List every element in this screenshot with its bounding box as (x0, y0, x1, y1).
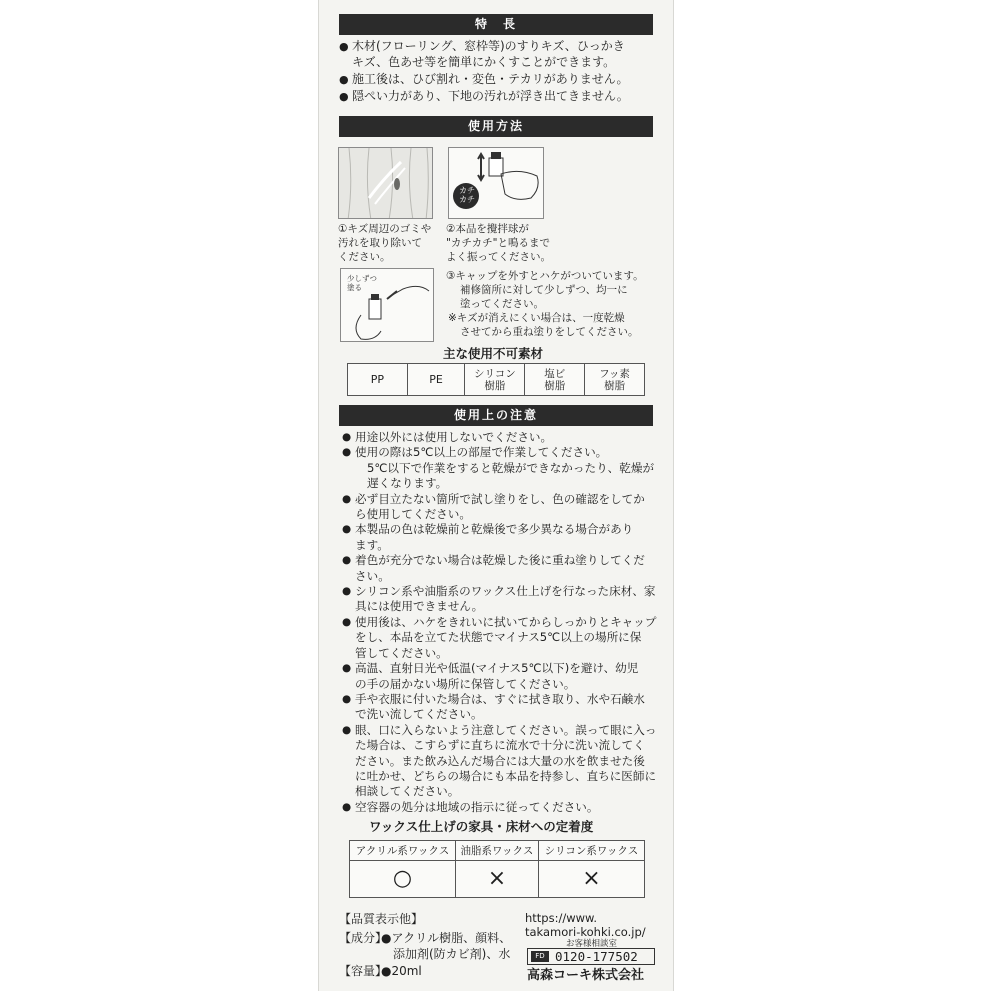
kachi-label: カチ カチ (459, 186, 475, 204)
caution-line: の手の届かない場所に保管してください。 (355, 676, 576, 691)
caution-item (342, 691, 655, 723)
caution-item (342, 722, 657, 800)
caution-line: 手や衣服に付いた場合は、すぐに拭き取り、水や石鹸水 (355, 691, 645, 706)
support-label: お客様相談室 (566, 939, 618, 949)
shake-bottle-illustration (448, 147, 544, 219)
quality-title: 【品質表示他】 (339, 912, 424, 926)
features-header: 特 長 (339, 14, 653, 35)
usage-header: 使用方法 (339, 116, 653, 137)
materials-table (347, 363, 645, 396)
caution-line: 必ず目立たない箇所で試し塗りをし、色の確認をしてか (355, 491, 645, 506)
adhesion-value: × (538, 861, 644, 898)
adhesion-table (349, 840, 645, 898)
bullet-icon: ● (342, 585, 352, 598)
caution-item (342, 445, 655, 491)
caution-line: シリコン系や油脂系のワックス仕上げを行なった床材、家 (355, 584, 656, 599)
feature-item: ● 隠ぺい力があり、下地の汚れが浮き出てきません。 (339, 89, 629, 103)
cautions-header: 使用上の注意 (339, 405, 653, 426)
bullet-icon: ● (342, 662, 352, 675)
composition-line: 添加剤(防カビ剤)、水 (393, 947, 511, 961)
caution-line: 高温、直射日光や低温(マイナス5℃以下)を避け、幼児 (355, 661, 639, 676)
material-cell: フッ素 樹脂 (585, 364, 645, 396)
bullet-icon: ● (342, 692, 352, 705)
bullet-icon: ● (342, 554, 352, 567)
composition-label: 【成分】 (339, 931, 388, 945)
freedial-icon: FD (531, 951, 549, 962)
caution-line: ださい。また飲み込んだ場合には大量の水を飲ませた後 (355, 753, 645, 768)
caution-line: ら使用してください。 (355, 507, 471, 522)
caution-list (342, 430, 657, 815)
material-cell: PP (348, 364, 408, 396)
material-cell: シリコン 樹脂 (465, 364, 525, 396)
caution-line: 用途以外には使用しないでください。 (355, 430, 553, 444)
caution-line: 本製品の色は乾燥前と乾燥後で多少異なる場合があり (355, 522, 634, 537)
feature-item-cont: キズ、色あせ等を簡単にかくすことができます。 (352, 55, 616, 69)
wood-grain-icon (339, 148, 433, 219)
bullet-icon: ● (342, 800, 352, 813)
caution-item (342, 553, 655, 584)
bullet-icon: ● (339, 90, 349, 103)
step3-label: 少しずつ 塗る (347, 274, 377, 292)
wood-scratch-illustration (338, 147, 433, 219)
caution-line: 相談してください。 (355, 784, 460, 799)
caution-item (342, 491, 655, 523)
adhesion-header: シリコン系ワックス (538, 841, 644, 861)
caution-item (342, 614, 657, 661)
bullet-icon: ● (339, 40, 349, 53)
caution-line: 着色が充分でない場合は乾燥した後に重ね塗りしてくだ (355, 553, 645, 568)
caution-line: 具には使用できません。 (355, 599, 484, 614)
caution-line: をし、本品を立てた状態でマイナス5℃以上の場所に保 (355, 630, 642, 645)
phone-number: 0120-177502 (555, 949, 638, 964)
caution-item (342, 522, 655, 553)
caution-item (342, 799, 655, 815)
step3-text: ③キャップを外すとハケがついています。 補修箇所に対して少しずつ、均一に 塗ってください。 ※キズが消えにくい場合は、一度乾燥 させてから重ね塗りをしてください。 (446, 270, 644, 338)
company-name: 高森コーキ株式会社 (527, 968, 645, 983)
caution-item (342, 661, 655, 692)
bullet-icon: ● (339, 73, 349, 86)
bottle-hand-icon (449, 148, 544, 219)
caution-item (342, 584, 656, 615)
volume-label: 【容量】 (339, 964, 388, 978)
phone-box (527, 948, 655, 965)
apply-brush-illustration (340, 268, 434, 342)
step2-text: ②本品を攪拌球が "カチカチ"と鳴るまで よく振ってください。 (446, 223, 551, 263)
adhesion-value: × (456, 861, 539, 898)
caution-line: 空容器の処分は地域の指示に従ってください。 (355, 799, 599, 814)
material-cell: PE (407, 364, 465, 396)
adhesion-header: 油脂系ワックス (456, 841, 539, 861)
caution-line: 眼、口に入らないよう注意してください。誤って眼に入っ (355, 722, 657, 737)
bullet-icon: ● (342, 431, 352, 443)
feature-item: ● 施工後は、ひび割れ・変色・テカリがありません。 (339, 72, 629, 86)
composition-line: ●アクリル樹脂、顔料、 (381, 931, 512, 945)
caution-line: に吐かせ、どちらの場合にも本品を持参し、直ちに医師に (355, 768, 657, 783)
caution-line: 遅くなります。 (367, 476, 448, 491)
bullet-icon: ● (342, 723, 352, 736)
bullet-icon: ● (342, 446, 352, 459)
caution-line: 使用の際は5℃以上の部屋で作業してください。 (355, 445, 608, 460)
adhesion-title: ワックス仕上げの家具・床材への定着度 (369, 819, 594, 834)
adhesion-header: アクリル系ワックス (350, 841, 456, 861)
feature-item: ● 木材(フローリング、窓枠等)のすりキズ、ひっかき (339, 39, 625, 53)
step1-text: ①キズ周辺のゴミや 汚れを取り除いて ください。 (338, 223, 432, 263)
caution-line: で洗い流してください。 (355, 707, 483, 722)
bullet-icon: ● (342, 492, 352, 505)
material-cell: 塩ビ 樹脂 (525, 364, 585, 396)
bullet-icon: ● (342, 615, 352, 628)
caution-line: 管してください。 (355, 645, 448, 660)
caution-line: た場合は、こすらずに直ちに流水で十分に洗い流してく (355, 738, 645, 753)
materials-title: 主な使用不可素材 (443, 346, 544, 361)
caution-line: 使用後は、ハケをきれいに拭いてからしっかりとキャップ (355, 614, 657, 629)
volume-value: ●20ml (381, 964, 422, 978)
caution-line: 5℃以下で作業をすると乾燥ができなかったり、乾燥が (367, 460, 655, 475)
website-url: https://www. takamori-kohki.co.jp/ (525, 911, 646, 939)
caution-item (342, 430, 655, 445)
caution-line: ます。 (355, 537, 389, 552)
adhesion-value: ○ (350, 861, 456, 898)
bullet-icon: ● (342, 523, 352, 536)
caution-line: さい。 (355, 568, 390, 583)
